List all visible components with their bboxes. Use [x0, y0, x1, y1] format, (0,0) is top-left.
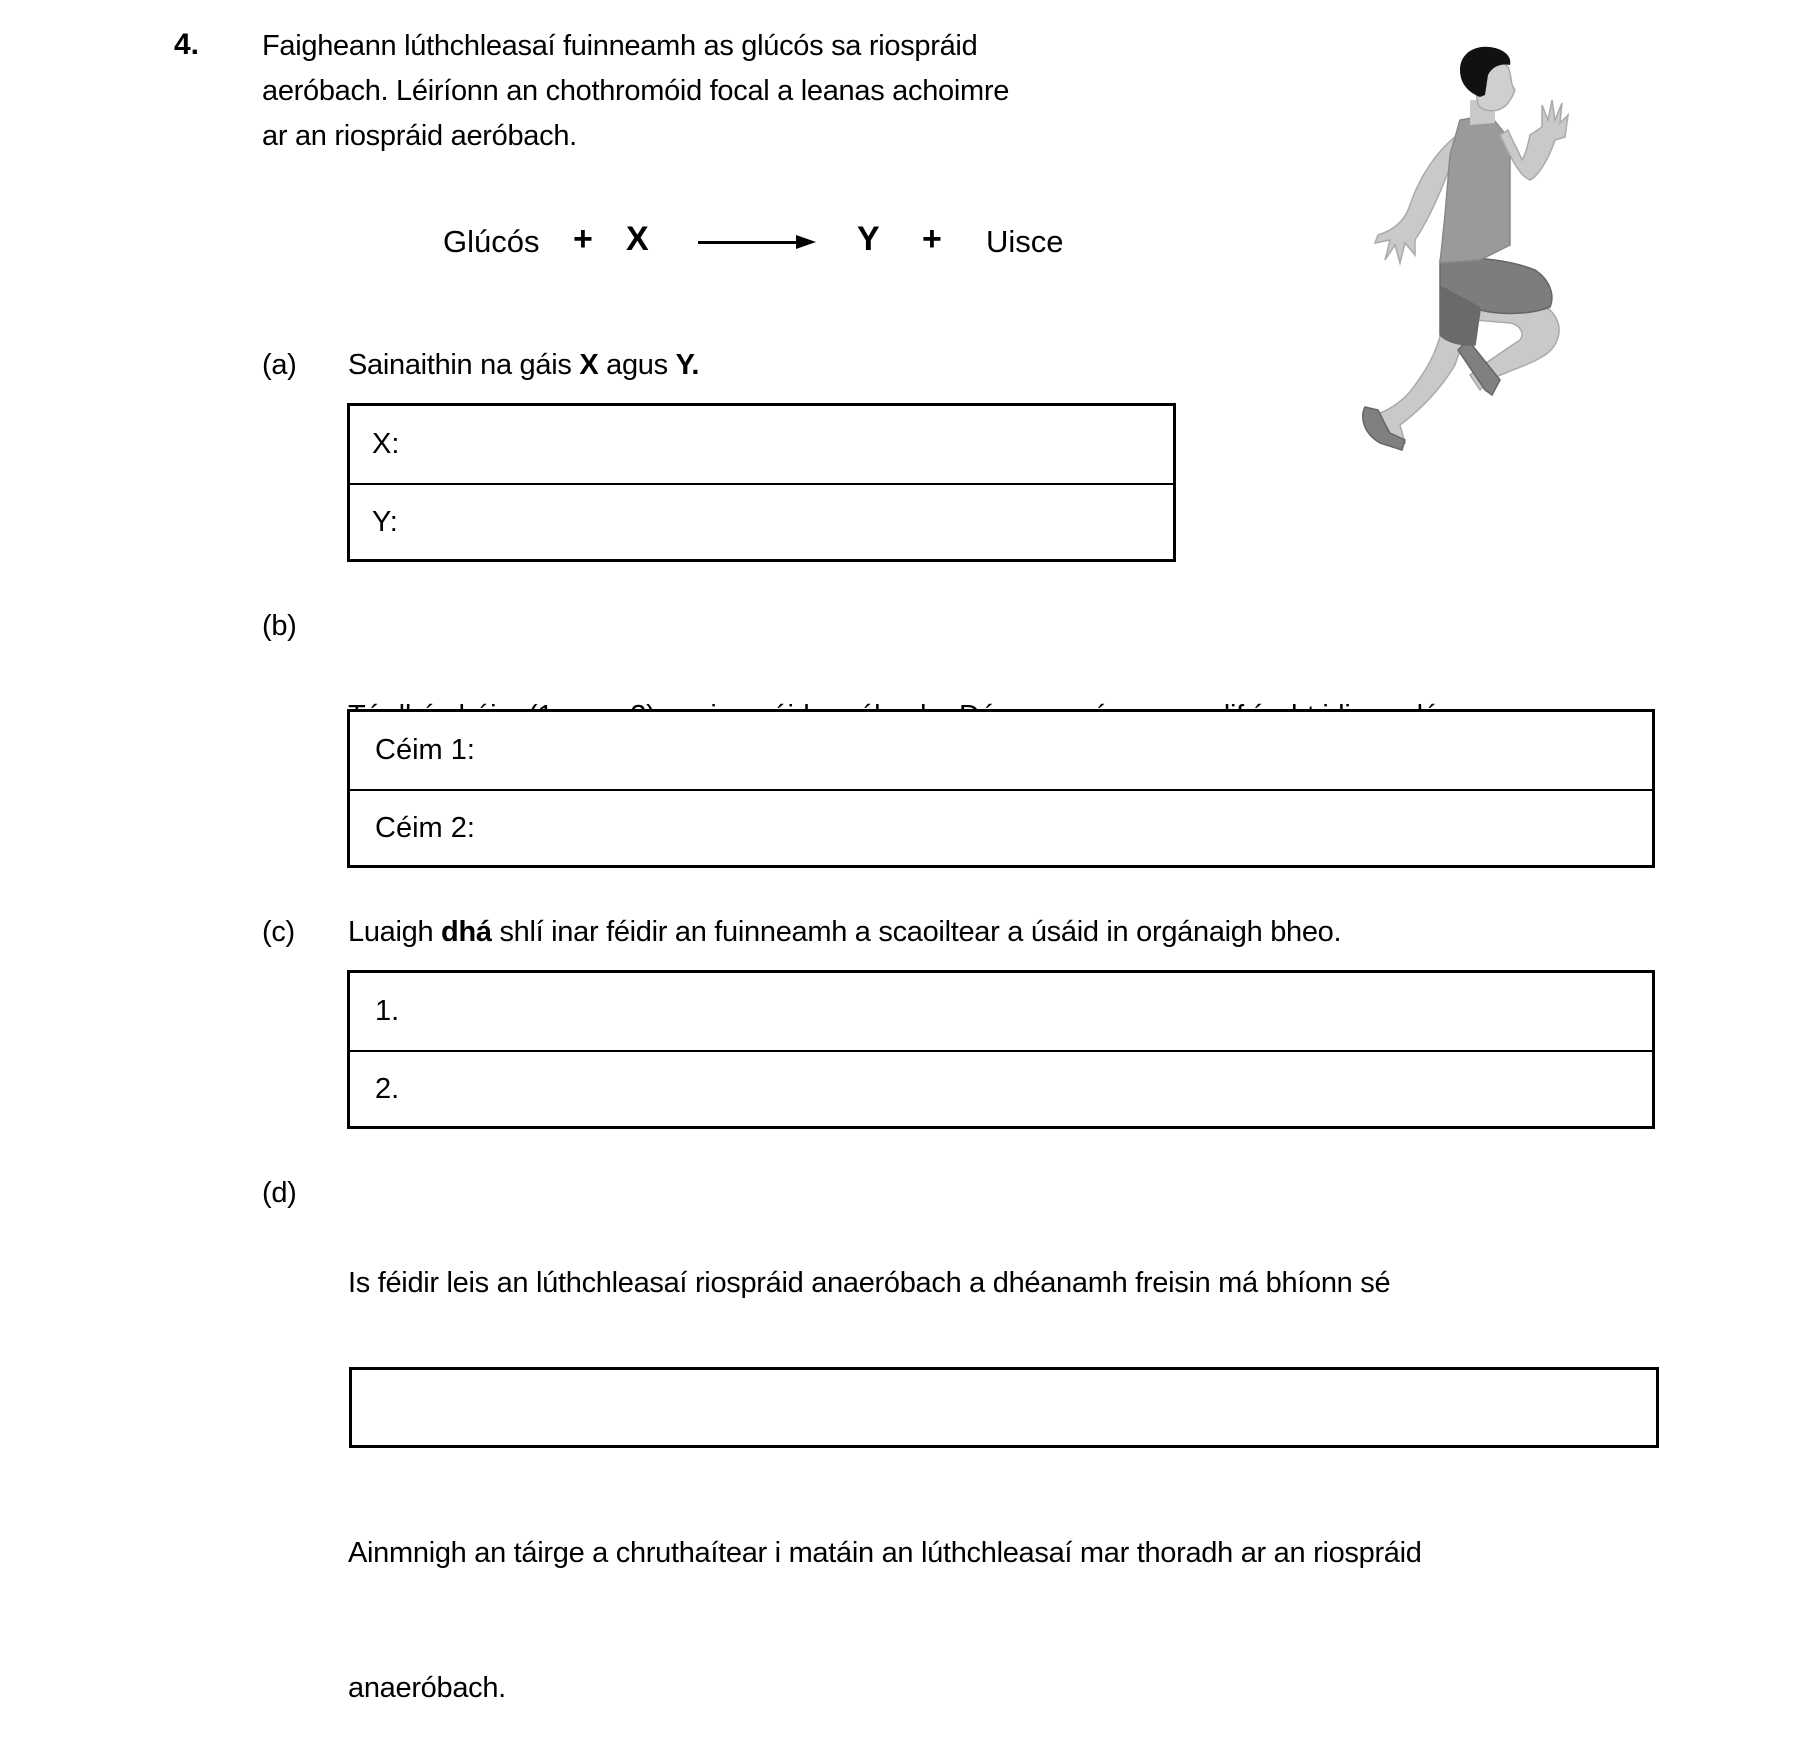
part-a-prompt — [348, 343, 699, 388]
part-d-prompt — [348, 1171, 1748, 1756]
part-d-answer-box[interactable] — [349, 1367, 1659, 1448]
answer-row-stage-1[interactable] — [350, 712, 1652, 789]
part-d-line-4: anaeróbach. — [348, 1672, 506, 1704]
answer-row-way-1-label: 1. — [375, 995, 400, 1027]
part-a-bold-y: Y. — [675, 349, 700, 381]
part-c-bold-two: dhá — [441, 916, 492, 948]
equation-plus-1: + — [573, 220, 593, 258]
equation-product-y: Y — [857, 220, 880, 258]
answer-row-x-label: X: — [372, 428, 400, 460]
equation-plus-2: + — [922, 220, 942, 258]
part-d-label: (d) — [262, 1177, 297, 1209]
part-a-text-mid: agus — [598, 349, 676, 381]
intro-line-3: ar an riospráid aeróbach. — [262, 120, 577, 152]
part-c-text-pre: Luaigh — [348, 916, 442, 948]
part-a-answer-table — [347, 403, 1176, 562]
part-c-label: (c) — [262, 916, 295, 948]
question-number: 4. — [174, 28, 200, 61]
answer-row-y-label: Y: — [372, 505, 398, 538]
part-b-answer-table — [347, 709, 1655, 868]
answer-row-way-2-label: 2. — [375, 1072, 400, 1105]
equation-reactant-x: X — [626, 220, 649, 258]
answer-row-x[interactable] — [350, 406, 1173, 483]
part-c-prompt — [348, 910, 1341, 955]
runner-icon — [1360, 45, 1580, 455]
part-a-label: (a) — [262, 349, 297, 381]
intro-line-2: aeróbach. Léiríonn an chothromóid focal a leanas achoimre — [262, 75, 1010, 107]
equation-reactant-glucose: Glúcós — [443, 224, 540, 259]
part-b-label: (b) — [262, 610, 297, 642]
intro-line-1: Faigheann lúthchleasaí fuinneamh as glúcós sa riospráid — [262, 30, 978, 62]
part-d-line-3: Ainmnigh an táirge a chruthaítear i matáin an lúthchleasaí mar thoradh ar an riospráid — [348, 1537, 1422, 1569]
part-a-text-pre: Sainaithin na gáis — [348, 349, 580, 381]
question-intro — [262, 24, 1262, 159]
answer-row-way-1[interactable] — [350, 973, 1652, 1050]
answer-row-way-2[interactable] — [350, 1050, 1652, 1126]
part-c-answer-table — [347, 970, 1655, 1129]
answer-row-y[interactable] — [350, 483, 1173, 559]
answer-row-stage-2-label: Céim 2: — [375, 811, 475, 844]
answer-row-stage-2[interactable] — [350, 789, 1652, 865]
answer-row-stage-1-label: Céim 1: — [375, 734, 475, 766]
runner-illustration — [1360, 45, 1580, 455]
equation-product-water: Uisce — [986, 224, 1064, 259]
part-c-text-post: shlí inar féidir an fuinneamh a scaoiltear a úsáid in orgánaigh bheo. — [491, 916, 1342, 948]
part-a-bold-x: X — [579, 349, 599, 381]
part-d-line-1: Is féidir leis an lúthchleasaí riospráid anaeróbach a dhéanamh freisin má bhíonn sé — [348, 1267, 1391, 1299]
